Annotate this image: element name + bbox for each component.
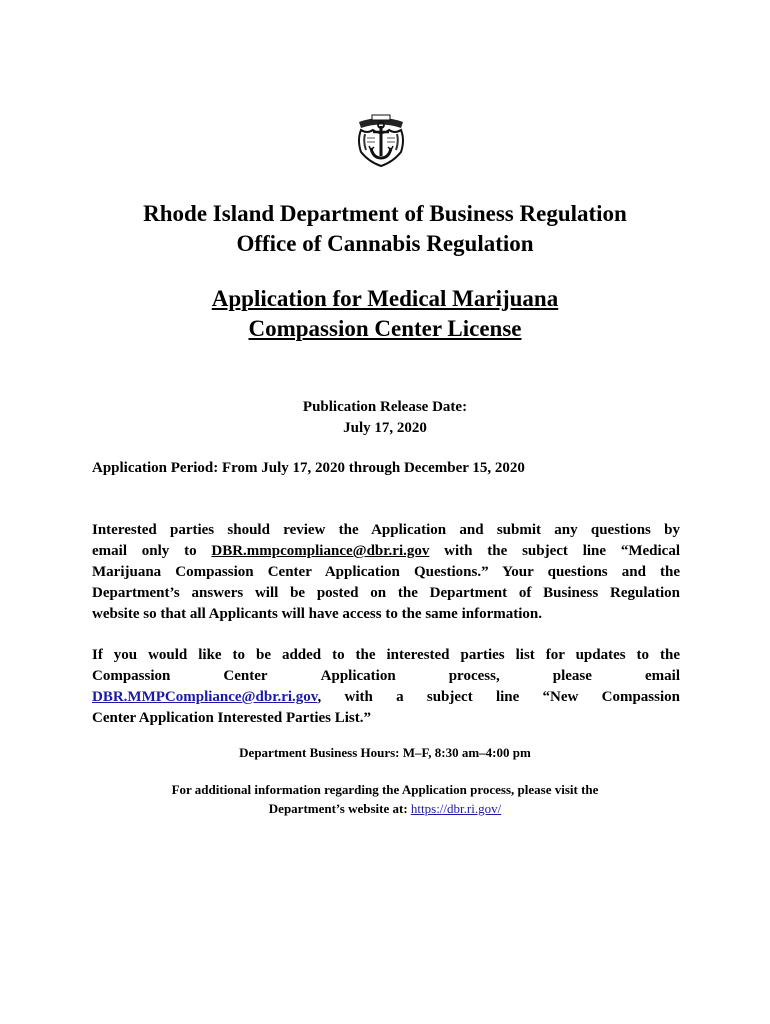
website-link[interactable]: https://dbr.ri.gov/ — [410, 801, 502, 816]
updates-email-link[interactable]: DBR.MMPCompliance@dbr.ri.gov — [92, 689, 318, 705]
application-title-line1: Application for Medical Marijuana — [211, 286, 559, 311]
business-hours: Department Business Hours: M–F, 8:30 am–4:00 pm — [239, 745, 531, 760]
paragraph-line — [92, 541, 680, 562]
paragraph-line: If you would like to be added to the interested parties list for updates to the — [92, 647, 680, 663]
paragraph-word: please — [552, 668, 592, 684]
questions-paragraph — [92, 520, 680, 625]
publication-release-label: Publication Release Date: — [302, 399, 468, 415]
additional-info-line: For additional information regarding the Application process, please visit the — [171, 782, 599, 797]
paragraph-word: process, — [448, 668, 500, 684]
application-period: Application Period: From July 17, 2020 through December 15, 2020 — [92, 460, 525, 476]
paragraph-line — [92, 687, 680, 708]
office-name: Office of Cannabis Regulation — [236, 231, 534, 256]
additional-info-line — [0, 799, 770, 818]
paragraph-line: Department’s answers will be posted on the Department of Business Regulation — [92, 585, 680, 601]
paragraph-line: Center Application Interested Parties List.” — [92, 710, 372, 726]
questions-email-link[interactable]: DBR.mmpcompliance@dbr.ri.gov — [211, 543, 430, 559]
paragraph-line: website so that all Applicants will have access to the same information. — [92, 606, 542, 622]
paragraph-line — [92, 666, 680, 687]
paragraph-line: Marijuana Compassion Center Application Questions.” Your questions and the — [92, 564, 680, 580]
paragraph-text: , with a subject line “New Compassion — [317, 689, 680, 705]
paragraph-word: Center — [223, 668, 268, 684]
paragraph-word: email — [645, 668, 680, 684]
paragraph-word: Compassion — [92, 668, 171, 684]
application-title-line2: Compassion Center License — [248, 316, 522, 341]
rhode-island-seal-icon — [355, 112, 407, 168]
paragraph-text: email only to — [92, 543, 212, 559]
publication-release-date: July 17, 2020 — [343, 420, 427, 436]
paragraph-line: Interested parties should review the Application and submit any questions by — [92, 522, 680, 538]
paragraph-word: Application — [320, 668, 396, 684]
paragraph-text: with the subject line “Medical — [429, 543, 680, 559]
updates-paragraph — [92, 645, 680, 729]
organization-name: Rhode Island Department of Business Regulation — [143, 201, 627, 226]
website-label: Department’s website at: — [268, 801, 411, 816]
